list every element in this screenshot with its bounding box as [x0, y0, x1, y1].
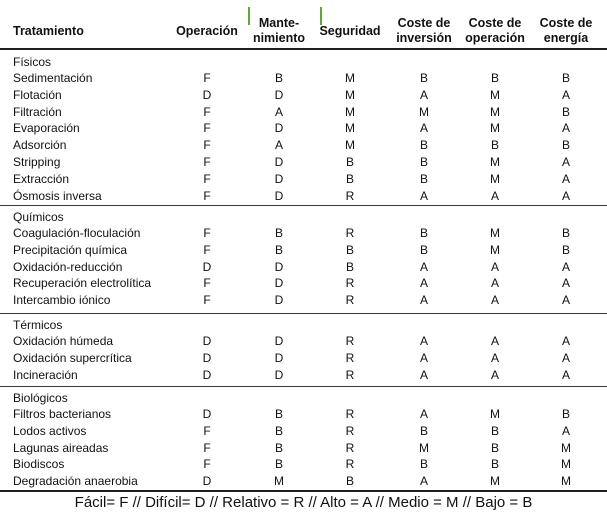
table-row [0, 275, 607, 292]
cell-coste-energia: A [561, 367, 570, 382]
cell-mantenimiento: B [274, 242, 283, 257]
table-row [0, 456, 607, 473]
table-row [0, 350, 607, 367]
section-title: Químicos [13, 210, 64, 224]
cell-coste-energia: M [561, 474, 571, 489]
cell-seguridad: M [345, 71, 355, 85]
cell-mantenimiento: D [274, 334, 284, 348]
cell-coste-operacion: M [490, 87, 500, 102]
cell-operacion: F [203, 71, 211, 85]
header-accent-line [320, 7, 322, 25]
table-row [0, 473, 607, 490]
cell-operacion: F [203, 171, 211, 186]
treatment-name: Flotación [13, 87, 62, 102]
cell-coste-inversion: A [419, 334, 428, 348]
cell-coste-operacion: M [490, 242, 500, 257]
cell-seguridad: R [345, 188, 355, 203]
treatment-name: Recuperación electrolítica [13, 276, 152, 291]
cell-seguridad: R [345, 226, 355, 240]
treatment-name: Incineración [13, 367, 78, 382]
table-row [0, 333, 607, 350]
cell-coste-operacion: A [490, 350, 499, 365]
table-row [0, 423, 607, 440]
header-seguridad: Seguridad [319, 24, 381, 38]
table-row [0, 242, 607, 259]
table-row [0, 259, 607, 276]
treatment-name: Filtración [13, 104, 62, 119]
cell-coste-inversion: A [419, 87, 428, 102]
cell-mantenimiento: D [274, 155, 284, 169]
cell-coste-energia: B [561, 104, 570, 119]
table-row [0, 87, 607, 104]
cell-operacion: D [202, 87, 212, 102]
cell-mantenimiento: M [274, 474, 284, 489]
section-title: Biológicos [13, 391, 68, 405]
cell-coste-inversion: A [419, 350, 428, 365]
cell-coste-energia: A [561, 121, 570, 136]
cell-coste-energia: A [561, 423, 570, 438]
cell-coste-inversion: B [419, 242, 428, 257]
cell-operacion: F [203, 121, 211, 136]
cell-mantenimiento: D [274, 188, 284, 203]
cell-coste-inversion: M [419, 440, 429, 455]
cell-mantenimiento: B [274, 440, 283, 455]
cell-coste-operacion: B [490, 440, 499, 455]
cell-coste-inversion: B [419, 457, 428, 472]
treatment-name: Sedimentación [13, 71, 93, 85]
cell-operacion: F [203, 293, 211, 308]
cell-seguridad: R [345, 367, 355, 382]
cell-operacion: D [202, 350, 212, 365]
cell-mantenimiento: D [274, 121, 284, 136]
cell-coste-inversion: B [419, 423, 428, 438]
cell-mantenimiento: D [274, 350, 284, 365]
section-divider [0, 205, 607, 206]
treatment-name: Stripping [13, 155, 61, 169]
cell-operacion: F [203, 440, 211, 455]
cell-coste-inversion: A [419, 407, 428, 421]
cell-coste-energia: A [561, 259, 570, 274]
cell-seguridad: R [345, 334, 355, 348]
cell-mantenimiento: D [274, 293, 284, 308]
cell-operacion: D [202, 259, 212, 274]
treatment-name: Lagunas aireadas [13, 440, 109, 455]
cell-coste-energia: M [561, 440, 571, 455]
cell-mantenimiento: D [274, 171, 284, 186]
cell-operacion: D [202, 334, 212, 348]
table-row [0, 70, 607, 87]
treatment-name: Evaporación [13, 121, 80, 136]
cell-coste-inversion: A [419, 259, 428, 274]
header-tratamiento: Tratamiento [13, 24, 84, 38]
cell-coste-operacion: A [490, 259, 499, 274]
table-row [0, 188, 607, 205]
cell-seguridad: M [345, 104, 355, 119]
treatment-name: Coagulación-floculación [13, 226, 141, 240]
cell-coste-operacion: M [490, 474, 500, 489]
cell-coste-inversion: B [419, 71, 428, 85]
cell-operacion: F [203, 104, 211, 119]
cell-mantenimiento: A [274, 138, 283, 153]
cell-coste-energia: B [561, 71, 570, 85]
cell-coste-inversion: A [419, 293, 428, 308]
treatment-name: Adsorción [13, 138, 67, 153]
cell-operacion: F [203, 188, 211, 203]
section-divider [0, 313, 607, 314]
table-row [0, 292, 607, 309]
cell-seguridad: R [345, 293, 355, 308]
cell-mantenimiento: D [274, 276, 284, 291]
cell-operacion: F [203, 457, 211, 472]
cell-seguridad: B [345, 259, 354, 274]
cell-mantenimiento: D [274, 87, 284, 102]
cell-seguridad: R [345, 350, 355, 365]
cell-coste-inversion: M [419, 104, 429, 119]
section-divider [0, 386, 607, 387]
table-row [0, 171, 607, 188]
treatment-name: Oxidación supercrítica [13, 350, 132, 365]
treatment-name: Lodos activos [13, 423, 87, 438]
table-bottom-divider [0, 490, 607, 492]
table-row [0, 137, 607, 154]
cell-mantenimiento: A [274, 104, 283, 119]
cell-operacion: F [203, 276, 211, 291]
cell-coste-inversion: B [419, 171, 428, 186]
cell-mantenimiento: B [274, 423, 283, 438]
cell-coste-energia: B [561, 242, 570, 257]
cell-operacion: F [203, 423, 211, 438]
cell-operacion: F [203, 226, 211, 240]
table-row [0, 104, 607, 121]
cell-coste-operacion: M [490, 121, 500, 136]
cell-coste-operacion: M [490, 104, 500, 119]
table-row [0, 367, 607, 384]
treatment-name: Ósmosis inversa [13, 188, 102, 203]
cell-seguridad: B [345, 155, 354, 169]
cell-coste-inversion: B [419, 138, 428, 153]
cell-coste-energia: A [561, 188, 570, 203]
header-divider [0, 48, 607, 50]
cell-coste-operacion: M [490, 226, 500, 240]
cell-operacion: F [203, 138, 211, 153]
cell-coste-operacion: A [490, 188, 499, 203]
table-row [0, 120, 607, 137]
cell-coste-inversion: A [419, 276, 428, 291]
cell-coste-inversion: B [419, 226, 428, 240]
cell-seguridad: M [345, 121, 355, 136]
cell-mantenimiento: B [274, 457, 283, 472]
header-coste-operacion: Coste de operación [465, 16, 525, 45]
cell-coste-operacion: B [490, 138, 499, 153]
cell-seguridad: B [345, 242, 354, 257]
cell-seguridad: R [345, 440, 355, 455]
cell-mantenimiento: D [274, 259, 284, 274]
section-title: Físicos [13, 55, 52, 69]
cell-seguridad: R [345, 276, 355, 291]
table-row [0, 406, 607, 423]
cell-coste-operacion: B [490, 457, 499, 472]
cell-operacion: D [202, 407, 212, 421]
cell-operacion: F [203, 155, 211, 169]
treatment-name: Intercambio iónico [13, 293, 111, 308]
cell-coste-inversion: A [419, 474, 428, 489]
header-operacion: Operación [176, 24, 238, 38]
cell-coste-energia: A [561, 171, 570, 186]
cell-coste-operacion: M [490, 155, 500, 169]
cell-seguridad: M [345, 87, 355, 102]
cell-seguridad: R [345, 407, 355, 421]
cell-coste-operacion: A [490, 334, 499, 348]
cell-coste-operacion: M [490, 407, 500, 421]
cell-coste-energia: A [561, 276, 570, 291]
cell-coste-operacion: A [490, 293, 499, 308]
cell-seguridad: B [345, 171, 354, 186]
cell-coste-energia: A [561, 293, 570, 308]
treatment-name: Degradación anaerobia [13, 474, 138, 489]
cell-coste-inversion: A [419, 188, 428, 203]
treatment-name: Precipitación química [13, 242, 128, 257]
cell-coste-operacion: A [490, 276, 499, 291]
cell-coste-inversion: A [419, 121, 428, 136]
cell-coste-operacion: A [490, 367, 499, 382]
cell-coste-operacion: B [490, 71, 499, 85]
cell-coste-inversion: A [419, 367, 428, 382]
treatment-name: Filtros bacterianos [13, 407, 112, 421]
cell-coste-inversion: B [419, 155, 428, 169]
cell-mantenimiento: B [274, 226, 283, 240]
cell-mantenimiento: B [274, 71, 283, 85]
cell-mantenimiento: B [274, 407, 283, 421]
table-row [0, 154, 607, 171]
cell-coste-energia: A [561, 87, 570, 102]
cell-coste-energia: A [561, 155, 570, 169]
section-title: Térmicos [13, 318, 63, 332]
cell-mantenimiento: D [274, 367, 284, 382]
cell-operacion: D [202, 474, 212, 489]
treatment-name: Oxidación-reducción [13, 259, 123, 274]
header-mantenimiento: Mante- nimiento [252, 16, 306, 45]
cell-coste-energia: M [561, 457, 571, 472]
treatment-name: Extracción [13, 171, 70, 186]
cell-operacion: F [203, 242, 211, 257]
cell-coste-energia: B [561, 138, 570, 153]
cell-operacion: D [202, 367, 212, 382]
cell-coste-energia: A [561, 350, 570, 365]
table-row [0, 225, 607, 242]
header-coste-inversion: Coste de inversión [396, 16, 452, 45]
cell-coste-energia: A [561, 334, 570, 348]
legend: Fácil= F // Difícil= D // Relativo = R // Alto = A // Medio = M // Bajo = B [74, 494, 533, 511]
cell-seguridad: R [345, 423, 355, 438]
cell-seguridad: M [345, 138, 355, 153]
cell-coste-operacion: M [490, 171, 500, 186]
treatment-name: Biodiscos [13, 457, 65, 472]
header-coste-energia: Coste de energía [539, 16, 593, 45]
cell-seguridad: B [345, 474, 354, 489]
cell-coste-operacion: B [490, 423, 499, 438]
cell-seguridad: R [345, 457, 355, 472]
cell-coste-energia: B [561, 226, 570, 240]
treatment-name: Oxidación húmeda [13, 334, 114, 348]
cell-coste-energia: B [561, 407, 570, 421]
table-row [0, 440, 607, 457]
